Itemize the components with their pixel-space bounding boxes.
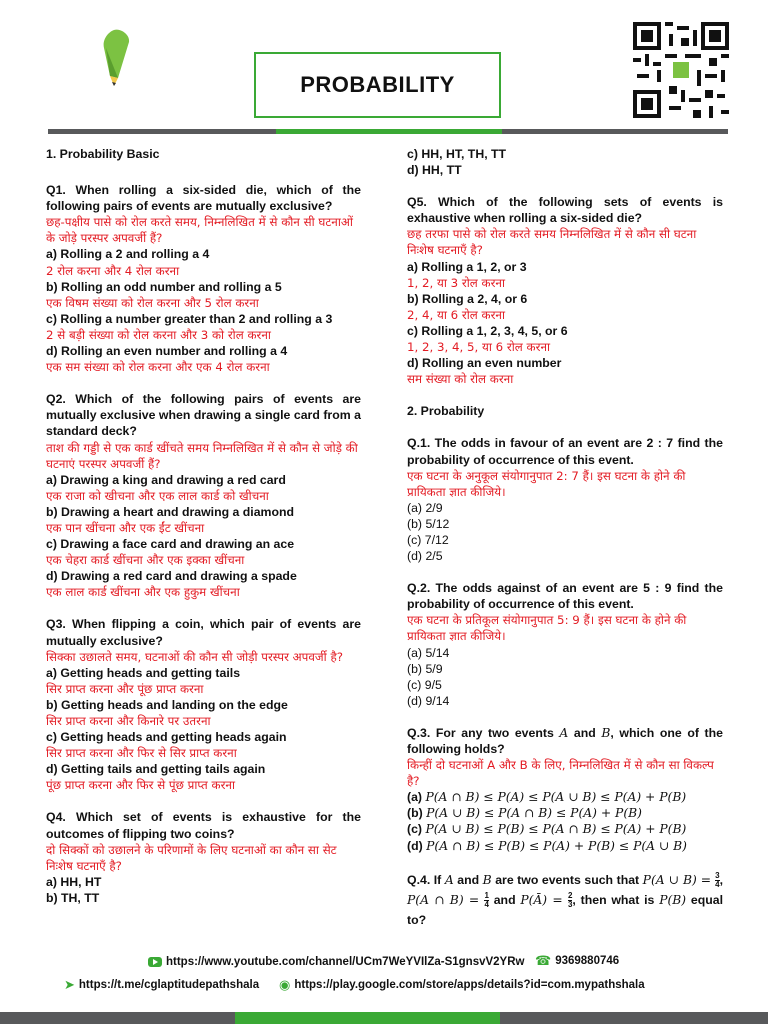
telegram-link[interactable]: https://t.me/cglaptitudepathshala	[78, 979, 260, 991]
question-text: Q.2. The odds against of an event are 5 : 9 find the probability of occurrence of this event.	[407, 581, 723, 612]
option: (d) P(A ∩ B) ≤ P(B) ≤ P(A) + P(B) ≤ P(A ∪ B)	[407, 838, 687, 853]
question-hindi: ताश की गड्डी से एक कार्ड खींचते समय निम्नलिखित में से कौन से जोड़े की घटनाएं परस्पर अपवर्जी हैं?	[46, 440, 358, 471]
option: c) Rolling a 1, 2, 3, 4, 5, or 6	[407, 323, 568, 338]
question-text: Q5. Which of the following sets of events is exhaustive when rolling a six-sided die?	[407, 195, 723, 226]
option: a) Getting heads and getting tails	[46, 665, 241, 680]
phone-row	[535, 953, 619, 969]
option: b) Getting heads and landing on the edge	[46, 697, 288, 712]
option: b) Drawing a heart and drawing a diamond	[46, 504, 295, 519]
phone-icon: ☎	[535, 953, 552, 968]
option-hindi: सम संख्या को रोल करना	[407, 372, 514, 387]
page-title-text: PROBABILITY	[300, 72, 455, 97]
question-text: Q1. When rolling a six-sided die, which of the following pairs of events are mutually exclusive?	[46, 183, 361, 214]
option-hindi: 2 रोल करना और 4 रोल करना	[46, 263, 180, 278]
option: (a) 2/9	[407, 500, 443, 515]
option: a) Rolling a 1, 2, or 3	[407, 259, 527, 274]
youtube-link-row[interactable]	[148, 956, 524, 968]
option: (c) P(A ∪ B) ≤ P(B) ≤ P(A ∩ B) ≤ P(A) + P(B)	[407, 822, 687, 837]
page-title	[254, 52, 501, 118]
play-link-row[interactable]	[279, 977, 645, 993]
question-hindi: दो सिक्कों को उछालने के परिणामों के लिए घटनाओं का कौन सा सेट निःशेष घटनाएँ है?	[46, 842, 337, 873]
question-hindi: सिक्का उछालते समय, घटनाओं की कौन सी जोड़ी परस्पर अपवर्जी है?	[46, 649, 344, 664]
option-hindi: सिर प्राप्त करना और फिर से सिर प्राप्त करना	[46, 746, 237, 761]
option-hindi: एक राजा को खीचना और एक लाल कार्ड को खीचना	[46, 488, 269, 503]
option: b) Rolling an odd number and rolling a 5	[46, 279, 282, 294]
question-text: Q.1. The odds in favour of an event are 2 : 7 find the probability of occurrence of this event.	[407, 436, 723, 467]
option: (a) P(A ∩ B) ≤ P(A) ≤ P(A ∪ B) ≤ P(A) + P(B)	[407, 790, 687, 805]
option: (b) 5/9	[407, 661, 443, 676]
option-hindi: 1, 2, या 3 रोल करना	[407, 275, 506, 290]
question-hindi: एक घटना के अनुकूल संयोगानुपात 2: 7 हैं। इस घटना के होने की प्रायिकता ज्ञात कीजिये।	[407, 468, 686, 499]
question-hindi: छह तरफा पासे को रोल करते समय निम्नलिखित में से कौन सी घटना निःशेष घटनाएँ है?	[407, 227, 697, 258]
option: b) TH, TT	[46, 890, 100, 905]
question-hindi: एक घटना के प्रतिकूल संयोगानुपात 5: 9 हैं। इस घटना के होने की प्रायिकता ज्ञात कीजिये।	[407, 613, 687, 644]
right-column	[407, 146, 723, 930]
option-hindi: एक विषम संख्या को रोल करना और 5 रोल करना	[46, 295, 259, 310]
option-hindi: 1, 2, 3, 4, 5, या 6 रोल करना	[407, 340, 551, 355]
pencil-logo-icon	[96, 28, 136, 88]
option-hindi: सिर प्राप्त करना और पूंछ प्राप्त करना	[46, 681, 204, 696]
section-heading: 1. Probability Basic	[46, 147, 160, 161]
option-hindi: 2, 4, या 6 रोल करना	[407, 307, 506, 322]
option: d) Getting tails and getting tails again	[46, 762, 266, 777]
option: d) Rolling an even number and rolling a 4	[46, 344, 288, 359]
telegram-icon: ➤	[64, 977, 75, 992]
option: (c) 9/5	[407, 677, 442, 692]
footer-bar	[0, 1012, 768, 1024]
youtube-icon	[148, 957, 162, 967]
question-text: Q2. Which of the following pairs of events are mutually exclusive when drawing a single card from a standard deck?	[46, 392, 361, 439]
question-hindi: किन्हीं दो घटनाओं A और B के लिए, निम्नलिखित में से कौन सा विकल्प है?	[407, 758, 714, 789]
option: (d) 9/14	[407, 693, 450, 708]
option-hindi: एक चेहरा कार्ड खींचना और एक इक्का खींचना	[46, 553, 245, 568]
phone-number: 9369880746	[555, 955, 620, 967]
question-text: Q4. Which set of events is exhaustive for the outcomes of flipping two coins?	[46, 810, 361, 841]
option: (a) 5/14	[407, 645, 450, 660]
question-hindi: छह-पक्षीय पासे को रोल करते समय, निम्नलिखित में से कौन सी घटनाओं के जोड़े परस्पर अपवर्जी हैं?	[46, 215, 353, 246]
option: d) HH, TT	[407, 163, 462, 178]
option: (d) 2/5	[407, 549, 443, 564]
option-hindi: 2 से बड़ी संख्या को रोल करना और 3 को रोल करना	[46, 327, 271, 342]
option: a) HH, HT	[46, 874, 102, 889]
option-hindi: एक पान खींचना और एक ईंट खींचना	[46, 520, 205, 535]
question-text: Q.4. If A and B are two events such that P(A ∪ B) = $\frac{3}{4}$ , P(A ∩ B) = $\frac{1}{4}$ and P(Ā) = $\frac{2}{3}$ , then what is P(B) equal to?	[407, 870, 724, 927]
option: a) Drawing a king and drawing a red card	[46, 472, 286, 487]
option-hindi: एक सम संख्या को रोल करना और एक 4 रोल करना	[46, 360, 270, 375]
option: a) Rolling a 2 and rolling a 4	[46, 247, 210, 262]
option: (b) 5/12	[407, 516, 450, 531]
option-hindi: सिर प्राप्त करना और किनारे पर उतरना	[46, 714, 211, 728]
option: d) Drawing a red card and drawing a spade	[46, 569, 297, 584]
option-hindi: एक लाल कार्ड खींचना और एक हुकुम खींचना	[46, 585, 240, 600]
option: c) Getting heads and getting heads again	[46, 730, 287, 745]
option: d) Rolling an even number	[407, 356, 562, 371]
qr-code	[633, 22, 729, 118]
option: b) Rolling a 2, 4, or 6	[407, 291, 528, 306]
option-hindi: पूंछ प्राप्त करना और फिर से पूंछ प्राप्त करना	[46, 778, 236, 793]
option: (c) 7/12	[407, 532, 449, 547]
option: c) HH, HT, TH, TT	[407, 147, 507, 161]
option: c) Drawing a face card and drawing an ace	[46, 537, 295, 552]
header-divider	[48, 129, 728, 134]
question-text: Q3. When flipping a coin, which pair of events are mutually exclusive?	[46, 617, 361, 648]
telegram-link-row[interactable]	[64, 977, 259, 993]
question-text: Q.3. For any two events A and B, which one of the following holds?	[407, 725, 723, 756]
play-store-icon: ◉	[279, 977, 291, 992]
play-store-link[interactable]: https://play.google.com/store/apps/details?id=com.mypathshala	[294, 979, 645, 991]
option: c) Rolling a number greater than 2 and rolling a 3	[46, 311, 333, 326]
left-column	[46, 146, 361, 906]
section-heading: 2. Probability	[407, 404, 485, 419]
youtube-link[interactable]: https://www.youtube.com/channel/UCm7WeYVIlZa-S1gnsvV2YRw	[166, 956, 525, 968]
option: (b) P(A ∪ B) ≤ P(A ∩ B) ≤ P(A) + P(B)	[407, 806, 642, 821]
